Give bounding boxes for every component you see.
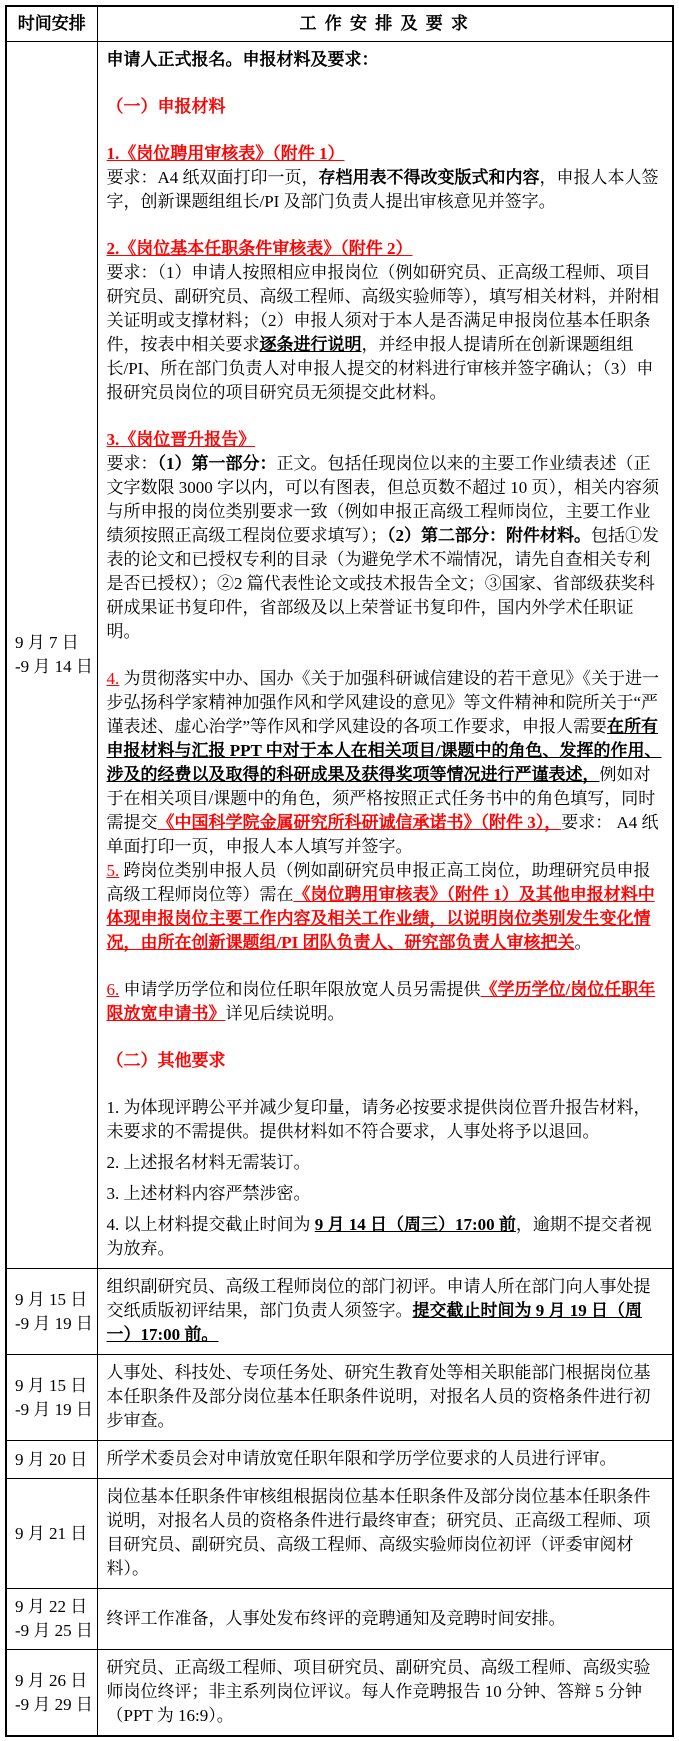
text-run: 。: [574, 933, 592, 952]
intro-line: [107, 48, 665, 72]
time-cell: [6, 1479, 97, 1589]
text-run: 岗位基本任职条件审核组根据岗位基本任职条件及部分岗位基本任职条件说明，对报名人员的资格条件进行最终审查；研究员、正高级工程师、项目研究员、副研究员、高级工程师、高级实验师岗位初评（评委审阅材料）。: [106, 1487, 651, 1578]
section-heading-1: [107, 95, 665, 119]
time-cell: [6, 1269, 97, 1355]
academic-committee-review: [107, 1447, 665, 1471]
time-line: 9 月 20 日: [15, 1449, 88, 1469]
time-line: 9 月 26 日: [15, 1670, 88, 1690]
text-run: （二）其他要求: [106, 1051, 226, 1070]
time-cell: [6, 1650, 97, 1737]
time-cell: [6, 1355, 97, 1441]
schedule-table: [5, 5, 674, 1737]
work-cell: [97, 1479, 673, 1589]
text-run: 所学术委员会对申请放宽任职年限和学历学位要求的人员进行评审。: [106, 1449, 617, 1468]
other-req-1: [107, 1096, 665, 1144]
text-run: 正文。包括任现岗位以来的主要工作业绩表述（正文字数限 3000 字以内，可以有图表，但总页数不超过 10 页），相关内容须与所申报的岗位类别要求一致（例如申报正高级工程师岗位，主要工作业绩须按照正高级工程岗位要求填写）；: [106, 454, 659, 545]
item-5-cross-category: [107, 859, 665, 955]
text-run: 2. 上述报名材料无需装订。: [106, 1153, 311, 1172]
text-run: 逐条进行说明: [259, 335, 362, 354]
work-cell: [97, 1269, 673, 1355]
header-row: [6, 6, 673, 42]
time-cell: [6, 42, 97, 1269]
attachment-2-title: [107, 237, 665, 261]
text-run: 组织副研究员、高级工程师岗位的部门初评。申请人所在部门向人事处提交纸质版初评结果，部门负责人须签字。: [106, 1277, 651, 1320]
text-run: 研究员、正高级工程师、项目研究员、副研究员、高级工程师、高级实验师岗位终评；非主系列岗位评议。每人作竞聘报告 10 分钟、答辩 5 分钟（PPT 为 16:9）。: [106, 1658, 651, 1725]
text-run: 详见后续说明。: [225, 1004, 345, 1023]
work-cell: [97, 1441, 673, 1479]
text-run: 包括①发表的论文和已授权专利的目录（为避免学术不端情况，请先自查相关专利是否已授权）；②2 篇代表性论文或技术报告全文；③国家、省部级获奖科研成果证书复印件，省部级及以上荣誉证书复印件，国内外学术任职证明。: [106, 526, 659, 641]
other-req-4: [107, 1213, 665, 1261]
text-run: 申请学历学位和岗位任职年限放宽人员另需提供: [119, 980, 481, 999]
other-req-3: [107, 1182, 665, 1206]
table-row: [6, 1355, 673, 1441]
attachment-3-requirements: [107, 452, 665, 644]
time-line: 9 月 21 日: [15, 1523, 88, 1543]
text-run: 1. 为体现评聘公平并减少复印量，请务必按要求提供岗位晋升报告材料，未要求的不需提供。提供材料如不符合要求，人事处将予以退回。: [106, 1098, 651, 1141]
text-run: 提交截止时间为 9 月 19 日（周一）17:00 前。: [106, 1301, 642, 1344]
text-run: ，申报人本人签字，创新课题组组长/PI 及部门负责人提出审核意见并签字。: [106, 168, 659, 211]
text-run: 《岗位聘用审核表》（附件 1）及其他申报材料中体现申报岗位主要工作内容及相关工作业绩，以说明岗位类别发生变化情况，由所在创新课题组/PI 团队负责人、研究部负责人审核把关: [106, 885, 655, 952]
time-line: 9 月 22 日: [15, 1597, 88, 1616]
final-review-preparation: [107, 1607, 665, 1631]
text-run: 在所有申报材料与汇报 PPT 中对于本人在相关项目/课题中的角色、发挥的作用、涉及的经费以及取得的科研成果及获得奖项等情况进行严谨表述，: [106, 717, 662, 784]
text-run: ，并经申报人提请所在创新课题组组长/PI、所在部门负责人对申报人提交的材料进行审核并签字确认；（3）申报研究员岗位的项目研究员无须提交此材料。: [106, 335, 654, 402]
work-cell: [97, 1589, 673, 1650]
other-req-2: [107, 1151, 665, 1175]
time-line: 9 月 15 日: [15, 1375, 88, 1395]
final-review: [107, 1656, 665, 1728]
text-run: 跨岗位类别申报人员（例如副研究员申报正高工岗位，助理研究员申报高级工程师岗位等）需在: [106, 861, 651, 904]
attachment-1-title: [107, 142, 665, 166]
text-run: 4.: [106, 669, 120, 688]
text-run: 终评工作准备，人事处发布终评的竞聘通知及竞聘时间安排。: [106, 1608, 566, 1628]
attachment-2-requirements: [107, 261, 665, 405]
attachment-3-title: [107, 428, 665, 452]
text-run: 5.: [106, 861, 120, 880]
text-run: ，逾期不提交者视为放弃。: [106, 1215, 652, 1258]
table-row: [6, 1269, 673, 1355]
attachment-1-requirements: [107, 166, 665, 214]
text-run: 申请人正式报名。申报材料及要求：: [106, 50, 379, 69]
text-run: （1）第一部分：: [157, 454, 277, 473]
text-run: 3.《岗位晋升报告》: [106, 430, 256, 449]
text-run: 人事处、科技处、专项任务处、研究生教育处等相关职能部门根据岗位基本任职条件及部分岗位基本任职条件说明，对报名人员的资格条件进行初步审查。: [106, 1363, 651, 1430]
table-body: [6, 42, 673, 1737]
text-run: （2）第二部分：附件材料。: [387, 526, 591, 545]
item-4-integrity: [107, 667, 665, 859]
time-cell: [6, 1589, 97, 1650]
time-line: -9 月 25 日: [15, 1621, 93, 1640]
table-row: [6, 1441, 673, 1479]
table-row: [6, 1589, 673, 1650]
text-run: 《中国科学院金属研究所科研诚信承诺书》（附件 3），: [157, 813, 562, 832]
text-run: 3. 上述材料内容严禁涉密。: [106, 1184, 311, 1203]
text-run: 1.《岗位聘用审核表》（附件 1）: [106, 144, 345, 163]
item-6-relaxation: [107, 978, 665, 1026]
text-run: 9 月 14 日（周三）17:00 前: [314, 1215, 516, 1234]
text-run: 为贯彻落实中办、国办《关于加强科研诚信建设的若干意见》《关于进一步弘扬科学家精神加强作风和学风建设的意见》等文件精神和院所关于“严谨表述、虚心治学”等作风和学风建设的各项工作要求，申报人需要: [106, 669, 659, 736]
time-line: 9 月 15 日: [15, 1289, 88, 1309]
table-row: [6, 1479, 673, 1589]
text-run: 2.《岗位基本任职条件审核表》（附件 2）: [106, 239, 413, 258]
final-qualification-check: [107, 1485, 665, 1581]
work-cell: [97, 1650, 673, 1737]
text-run: 要求：: [106, 454, 158, 473]
text-run: 要求：A4 纸双面打印一页，: [106, 168, 319, 187]
text-run: 存档用表不得改变版式和内容: [318, 168, 540, 187]
table-row: [6, 1650, 673, 1737]
time-cell: [6, 1441, 97, 1479]
dept-preliminary-review: [107, 1275, 665, 1347]
text-run: 要求：（1）申请人按照相应申报岗位（例如研究员、正高级工程师、项目研究员、副研究员、高级工程师、高级实验师等），填写相关材料，并附相关证明或支撑材料；（2）申报人须对于本人是否满足申报岗位基本任职条件，按表中相关要求: [106, 263, 659, 354]
work-cell: [97, 1355, 673, 1441]
text-run: 要求： A4 纸单面打印一页，申报人本人填写并签字。: [106, 813, 659, 856]
time-line: -9 月 29 日: [15, 1694, 93, 1714]
section-heading-2: [107, 1049, 665, 1073]
text-run: 《学历学位/岗位任职年限放宽申请书》: [106, 980, 656, 1023]
text-run: 4. 以上材料提交截止时间为: [106, 1215, 315, 1234]
column-header-time: 时间安排: [6, 6, 97, 42]
time-line: -9 月 19 日: [15, 1313, 93, 1333]
time-line: 9 月 7 日: [15, 633, 79, 652]
work-cell: [97, 42, 673, 1269]
time-line: -9 月 14 日: [15, 657, 93, 676]
time-line: -9 月 19 日: [15, 1399, 93, 1419]
text-run: （一）申报材料: [106, 97, 226, 116]
text-run: 6.: [106, 980, 120, 999]
table-row: [6, 42, 673, 1269]
column-header-work: 工 作 安 排 及 要 求: [97, 6, 673, 42]
qualification-initial-check: [107, 1361, 665, 1433]
text-run: 例如对于在相关项目/课题中的角色，须严格按照正式任务书中的角色填写，同时需提交: [106, 765, 656, 832]
